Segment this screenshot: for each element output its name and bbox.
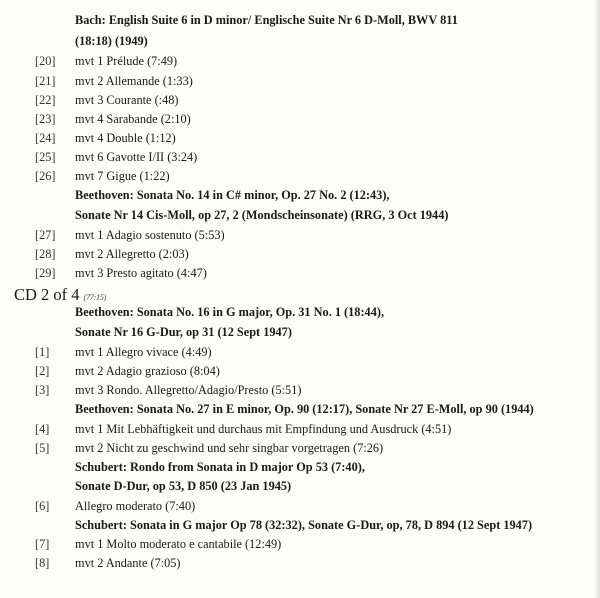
track-title: mvt 1 Allegro vivace (4:49): [75, 345, 212, 359]
track-row: [35, 129, 176, 148]
track-number: [2]: [35, 364, 50, 378]
track-row: [35, 167, 170, 186]
track-title: mvt 2 Nicht zu geschwind und sehr singbar vorgetragen (7:26): [75, 441, 384, 455]
track-title: mvt 3 Presto agitato (4:47): [75, 266, 207, 280]
track-title: mvt 4 Sarabande (2:10): [75, 112, 191, 126]
track-number: [6]: [35, 499, 50, 513]
track-number: [28]: [35, 247, 56, 261]
bach-heading-line-2: (18:18) (1949): [75, 34, 148, 48]
track-row: [35, 381, 301, 400]
track-title: mvt 2 Allemande (1:33): [75, 74, 193, 88]
track-number: [23]: [35, 112, 56, 126]
track-title: mvt 2 Adagio grazioso (8:04): [75, 364, 220, 378]
track-number: [24]: [35, 131, 56, 145]
schubert-rondo-heading-line-1: Schubert: Rondo from Sonata in D major Op 53 (7:40),: [75, 460, 365, 474]
track-row: [35, 420, 451, 439]
track-title: mvt 3 Rondo. Allegretto/Adagio/Presto (5:51): [75, 383, 302, 397]
track-row: [35, 497, 195, 516]
track-number: [22]: [35, 93, 56, 107]
track-title: mvt 2 Andante (7:05): [75, 556, 181, 570]
track-row: [35, 535, 281, 554]
track-number: [25]: [35, 150, 56, 164]
cd-heading: [14, 285, 106, 305]
track-row: [35, 52, 177, 71]
track-row: [35, 245, 189, 264]
beethoven27-heading: Beethoven: Sonata No. 27 in E minor, Op. 90 (12:17), Sonate Nr 27 E-Moll, op 90 (1944): [75, 402, 534, 416]
bach-heading-line-1: Bach: English Suite 6 in D minor/ Englische Suite Nr 6 D-Moll, BWV 811: [75, 13, 458, 27]
track-number: [4]: [35, 422, 50, 436]
track-title: mvt 1 Adagio sostenuto (5:53): [75, 228, 225, 242]
track-title: mvt 1 Molto moderato e cantabile (12:49): [75, 537, 282, 551]
track-row: [35, 226, 225, 245]
track-title: mvt 3 Courante (:48): [75, 93, 179, 107]
track-number: [27]: [35, 228, 56, 242]
track-number: [21]: [35, 74, 56, 88]
schubert-rondo-heading-line-2: Sonate D-Dur, op 53, D 850 (23 Jan 1945): [75, 479, 292, 493]
track-title: mvt 2 Allegretto (2:03): [75, 247, 189, 261]
beethoven16-heading-line-1: Beethoven: Sonata No. 16 in G major, Op. 31 No. 1 (18:44),: [75, 305, 385, 319]
track-title: mvt 4 Double (1:12): [75, 131, 176, 145]
beethoven16-heading-line-2: Sonate Nr 16 G-Dur, op 31 (12 Sept 1947): [75, 325, 292, 339]
track-title: mvt 6 Gavotte I/II (3:24): [75, 150, 198, 164]
track-number: [26]: [35, 169, 56, 183]
cd-label: CD 2 of 4: [14, 285, 80, 304]
page-edge-shadow: [594, 0, 600, 598]
track-row: [35, 91, 178, 110]
cd-duration: (77:15): [83, 293, 107, 302]
track-row: [35, 264, 207, 283]
track-title: Allegro moderato (7:40): [75, 499, 196, 513]
track-row: [35, 362, 220, 381]
track-title: mvt 7 Gigue (1:22): [75, 169, 170, 183]
track-number: [29]: [35, 266, 56, 280]
schubert-g-heading: Schubert: Sonata in G major Op 78 (32:32), Sonate G-Dur, op, 78, D 894 (12 Sept 1947): [75, 518, 533, 532]
track-row: [35, 148, 197, 167]
track-row: [35, 439, 383, 458]
track-title: mvt 1 Mit Lebhäftigkeit und durchaus mit Empfindung und Ausdruck (4:51): [75, 422, 452, 436]
track-row: [35, 554, 181, 573]
beethoven14-heading-line-1: Beethoven: Sonata No. 14 in C# minor, Op. 27 No. 2 (12:43),: [75, 188, 390, 202]
track-row: [35, 110, 191, 129]
track-number: [20]: [35, 54, 56, 68]
track-row: [35, 343, 212, 362]
beethoven14-heading-line-2: Sonate Nr 14 Cis-Moll, op 27, 2 (Mondscheinsonate) (RRG, 3 Oct 1944): [75, 208, 449, 222]
track-row: [35, 72, 193, 91]
track-number: [8]: [35, 556, 50, 570]
track-number: [7]: [35, 537, 50, 551]
track-number: [3]: [35, 383, 50, 397]
track-number: [1]: [35, 345, 50, 359]
track-number: [5]: [35, 441, 50, 455]
track-title: mvt 1 Prélude (7:49): [75, 54, 178, 68]
